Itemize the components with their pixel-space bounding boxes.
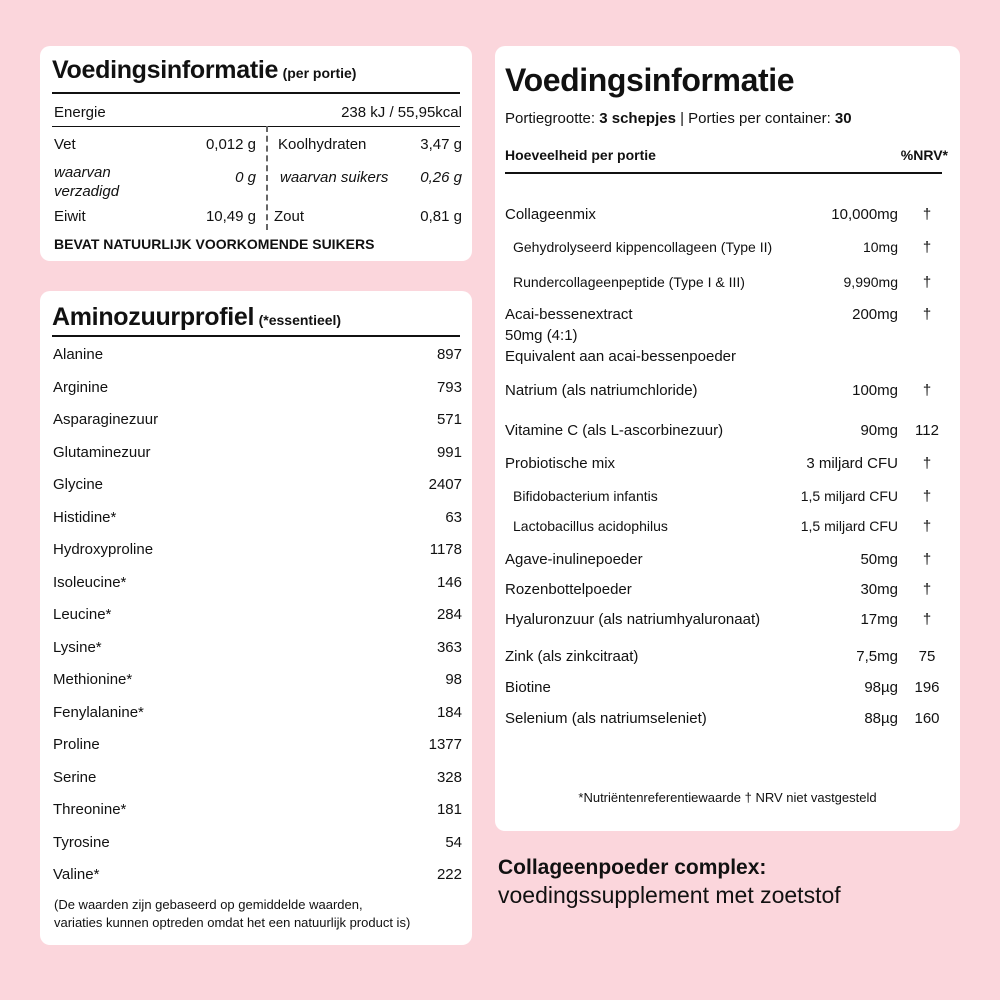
amino-name: Glutaminezuur	[53, 443, 151, 461]
protein-label: Eiwit	[54, 208, 86, 225]
amino-name: Serine	[53, 768, 97, 786]
amino-row	[53, 736, 462, 756]
fat-label: Vet	[54, 136, 76, 153]
amino-value: 184	[436, 703, 462, 721]
ingredient-amount: 50mg	[860, 551, 898, 568]
amino-profile-card	[40, 291, 472, 945]
ingredient-amount: 100mg	[852, 382, 898, 399]
ingredient-nrv: †	[922, 206, 932, 223]
supplement-facts-card	[495, 46, 960, 831]
facts-row	[505, 382, 950, 404]
facts-row	[505, 306, 950, 365]
amino-row	[53, 801, 462, 821]
salt-value: 0,81 g	[420, 208, 462, 225]
amino-row	[53, 346, 462, 366]
ingredient-nrv: †	[922, 581, 932, 598]
nutrition-subtitle: (per portie)	[282, 65, 357, 81]
facts-footnote: *Nutriëntenreferentiewaarde † NRV niet vastgesteld	[578, 790, 877, 805]
ingredient-amount: 7,5mg	[856, 648, 898, 665]
amino-row	[53, 444, 462, 464]
amino-subtitle: (*essentieel)	[258, 312, 342, 328]
saturated-value: 0 g	[235, 169, 256, 186]
amino-name: Arginine	[53, 378, 109, 396]
carbs-label: Koolhydraten	[278, 136, 367, 153]
facts-row	[505, 551, 950, 573]
amino-value: 2407	[428, 476, 462, 493]
facts-row	[505, 611, 950, 633]
amino-value: 328	[436, 768, 462, 786]
facts-row	[505, 488, 950, 510]
amino-row	[53, 379, 462, 399]
ingredient-nrv: 75	[918, 648, 936, 665]
amino-name: Asparaginezuur	[53, 411, 159, 428]
ingredient-nrv: †	[922, 274, 932, 291]
amino-value: 793	[436, 378, 462, 396]
sugars-label: waarvan suikers	[280, 169, 389, 186]
ingredient-name: Bifidobacterium infantis	[513, 488, 658, 504]
product-name: Collageenpoeder complex:	[498, 856, 767, 879]
facts-row	[505, 679, 950, 701]
serving-info	[505, 110, 852, 127]
amino-row	[53, 671, 462, 691]
amino-name: Fenylalanine*	[53, 703, 144, 721]
amino-value: 54	[445, 833, 462, 851]
ingredient-name: Acai-bessenextract	[505, 306, 633, 323]
ingredient-amount: 10mg	[862, 239, 898, 255]
amino-footnote-line: variaties kunnen optreden omdat het een natuurlijk product is)	[54, 915, 411, 930]
ingredient-name: Vitamine C (als L-ascorbinezuur)	[505, 422, 724, 439]
amino-name: Histidine*	[53, 508, 117, 526]
amino-value: 571	[436, 411, 462, 428]
facts-header-rule	[505, 172, 942, 174]
nutrition-card	[40, 46, 472, 261]
amino-value: 363	[436, 638, 462, 656]
ingredient-name: Probiotische mix	[505, 455, 616, 472]
facts-row	[505, 455, 950, 477]
amino-name: Alanine	[53, 346, 104, 363]
ingredient-name: Rundercollageenpeptide (Type I & III)	[513, 274, 745, 290]
ingredient-amount: 90mg	[860, 422, 898, 439]
facts-row	[505, 239, 950, 261]
column-divider	[266, 126, 268, 230]
amino-value: 1178	[429, 541, 462, 558]
ingredient-name: Gehydrolyseerd kippencollageen (Type II)	[513, 239, 773, 255]
ingredient-nrv: †	[922, 239, 932, 256]
energy-rule	[52, 126, 460, 127]
ingredient-amount: 9,990mg	[843, 274, 898, 290]
amino-name: Lysine*	[53, 638, 102, 656]
ingredient-nrv: †	[922, 551, 932, 568]
ingredient-detail: 50mg (4:1)	[505, 327, 578, 344]
energy-value: 238 kJ / 55,95kcal	[341, 104, 462, 121]
amino-name: Leucine*	[53, 606, 112, 623]
ingredient-nrv: 160	[914, 710, 940, 727]
amino-value: 897	[436, 346, 462, 363]
ingredient-nrv: 196	[914, 679, 940, 696]
facts-title: Voedingsinformatie	[505, 62, 795, 98]
ingredient-name: Lactobacillus acidophilus	[513, 518, 668, 534]
facts-row	[505, 518, 950, 540]
facts-row	[505, 710, 950, 732]
protein-value: 10,49 g	[205, 208, 256, 225]
ingredient-nrv: †	[922, 455, 932, 472]
natural-sugars-note: BEVAT NATUURLIJK VOORKOMENDE SUIKERS	[54, 236, 375, 252]
facts-row	[505, 274, 950, 296]
facts-row	[505, 206, 950, 228]
amino-row	[53, 639, 462, 659]
product-caption	[498, 856, 841, 909]
salt-label: Zout	[274, 208, 305, 225]
ingredient-name: Selenium (als natriumseleniet)	[505, 710, 707, 727]
amino-heading	[52, 303, 341, 332]
ingredient-name: Zink (als zinkcitraat)	[505, 648, 639, 665]
amino-row	[53, 834, 462, 854]
nutrition-title: Voedingsinformatie	[52, 56, 279, 84]
ingredient-amount: 17mg	[860, 611, 898, 628]
amino-name: Glycine	[53, 476, 104, 493]
amino-name: Proline	[53, 736, 100, 753]
ingredient-nrv: †	[922, 382, 932, 399]
fat-value: 0,012 g	[205, 136, 256, 153]
ingredient-name: Agave-inulinepoeder	[505, 551, 643, 568]
amino-name: Isoleucine*	[53, 573, 127, 591]
serving-label: Portiegrootte:	[505, 110, 600, 127]
amino-name: Tyrosine	[53, 833, 110, 851]
ingredient-nrv: †	[922, 488, 932, 505]
ingredient-amount: 1,5 miljard CFU	[800, 518, 898, 534]
ingredient-name: Natrium (als natriumchloride)	[505, 382, 698, 399]
amino-value: 146	[436, 573, 462, 591]
amino-value: 222	[436, 866, 462, 883]
amino-name: Hydroxyproline	[53, 541, 154, 558]
ingredient-name: Hyaluronzuur (als natriumhyaluronaat)	[505, 611, 761, 628]
ingredient-amount: 30mg	[860, 581, 898, 598]
ingredient-nrv: †	[922, 518, 932, 535]
amino-footnote-line: (De waarden zijn gebaseerd op gemiddelde waarden,	[54, 897, 363, 912]
amino-row	[53, 606, 462, 626]
amino-title-rule	[52, 335, 460, 337]
amino-title: Aminozuurprofiel	[52, 303, 255, 331]
amino-value: 1377	[428, 736, 462, 753]
ingredient-nrv: †	[922, 306, 932, 323]
amino-value: 991	[436, 443, 462, 461]
amino-value: 63	[445, 508, 462, 526]
amino-row	[53, 769, 462, 789]
ingredient-amount: 10,000mg	[831, 206, 898, 223]
amino-value: 98	[445, 671, 462, 688]
ingredient-name: Rozenbottelpoeder	[505, 581, 632, 598]
ingredient-amount: 1,5 miljard CFU	[800, 488, 898, 504]
carbs-value: 3,47 g	[420, 136, 462, 153]
amino-row	[53, 704, 462, 724]
servings-value: 30	[834, 110, 852, 127]
amino-row	[53, 574, 462, 594]
product-description: voedingssupplement met zoetstof	[498, 882, 841, 908]
facts-row	[505, 581, 950, 603]
amino-row	[53, 476, 462, 496]
nrv-header: %NRV*	[900, 147, 948, 163]
facts-row	[505, 648, 950, 670]
ingredient-nrv: 112	[915, 422, 939, 439]
amino-row	[53, 541, 462, 561]
ingredient-nrv: †	[922, 611, 932, 628]
amino-row	[53, 866, 462, 886]
amino-value: 181	[436, 801, 462, 818]
facts-row	[505, 422, 950, 444]
amino-name: Methionine*	[53, 671, 133, 688]
sugars-value: 0,26 g	[420, 169, 462, 186]
amino-row	[53, 509, 462, 529]
ingredient-amount: 98µg	[864, 679, 898, 696]
ingredient-detail: Equivalent aan acai-bessenpoeder	[505, 348, 736, 365]
ingredient-name: Collageenmix	[505, 206, 596, 223]
ingredient-amount: 200mg	[852, 306, 898, 323]
servings-label: | Porties per container:	[675, 110, 835, 127]
nutrition-heading	[52, 56, 356, 85]
ingredient-amount: 3 miljard CFU	[806, 455, 898, 472]
energy-label: Energie	[54, 104, 106, 121]
serving-value: 3 schepjes	[599, 110, 676, 127]
amino-name: Threonine*	[53, 801, 127, 818]
amino-row	[53, 411, 462, 431]
nutrition-title-rule	[52, 92, 460, 94]
amino-footnote	[54, 896, 410, 932]
saturated-label: waarvan verzadigd	[54, 164, 120, 200]
amino-value: 284	[436, 606, 462, 623]
amino-name: Valine*	[53, 866, 100, 883]
amount-header: Hoeveelheid per portie	[505, 147, 656, 163]
ingredient-amount: 88µg	[864, 710, 898, 727]
ingredient-name: Biotine	[505, 679, 551, 696]
